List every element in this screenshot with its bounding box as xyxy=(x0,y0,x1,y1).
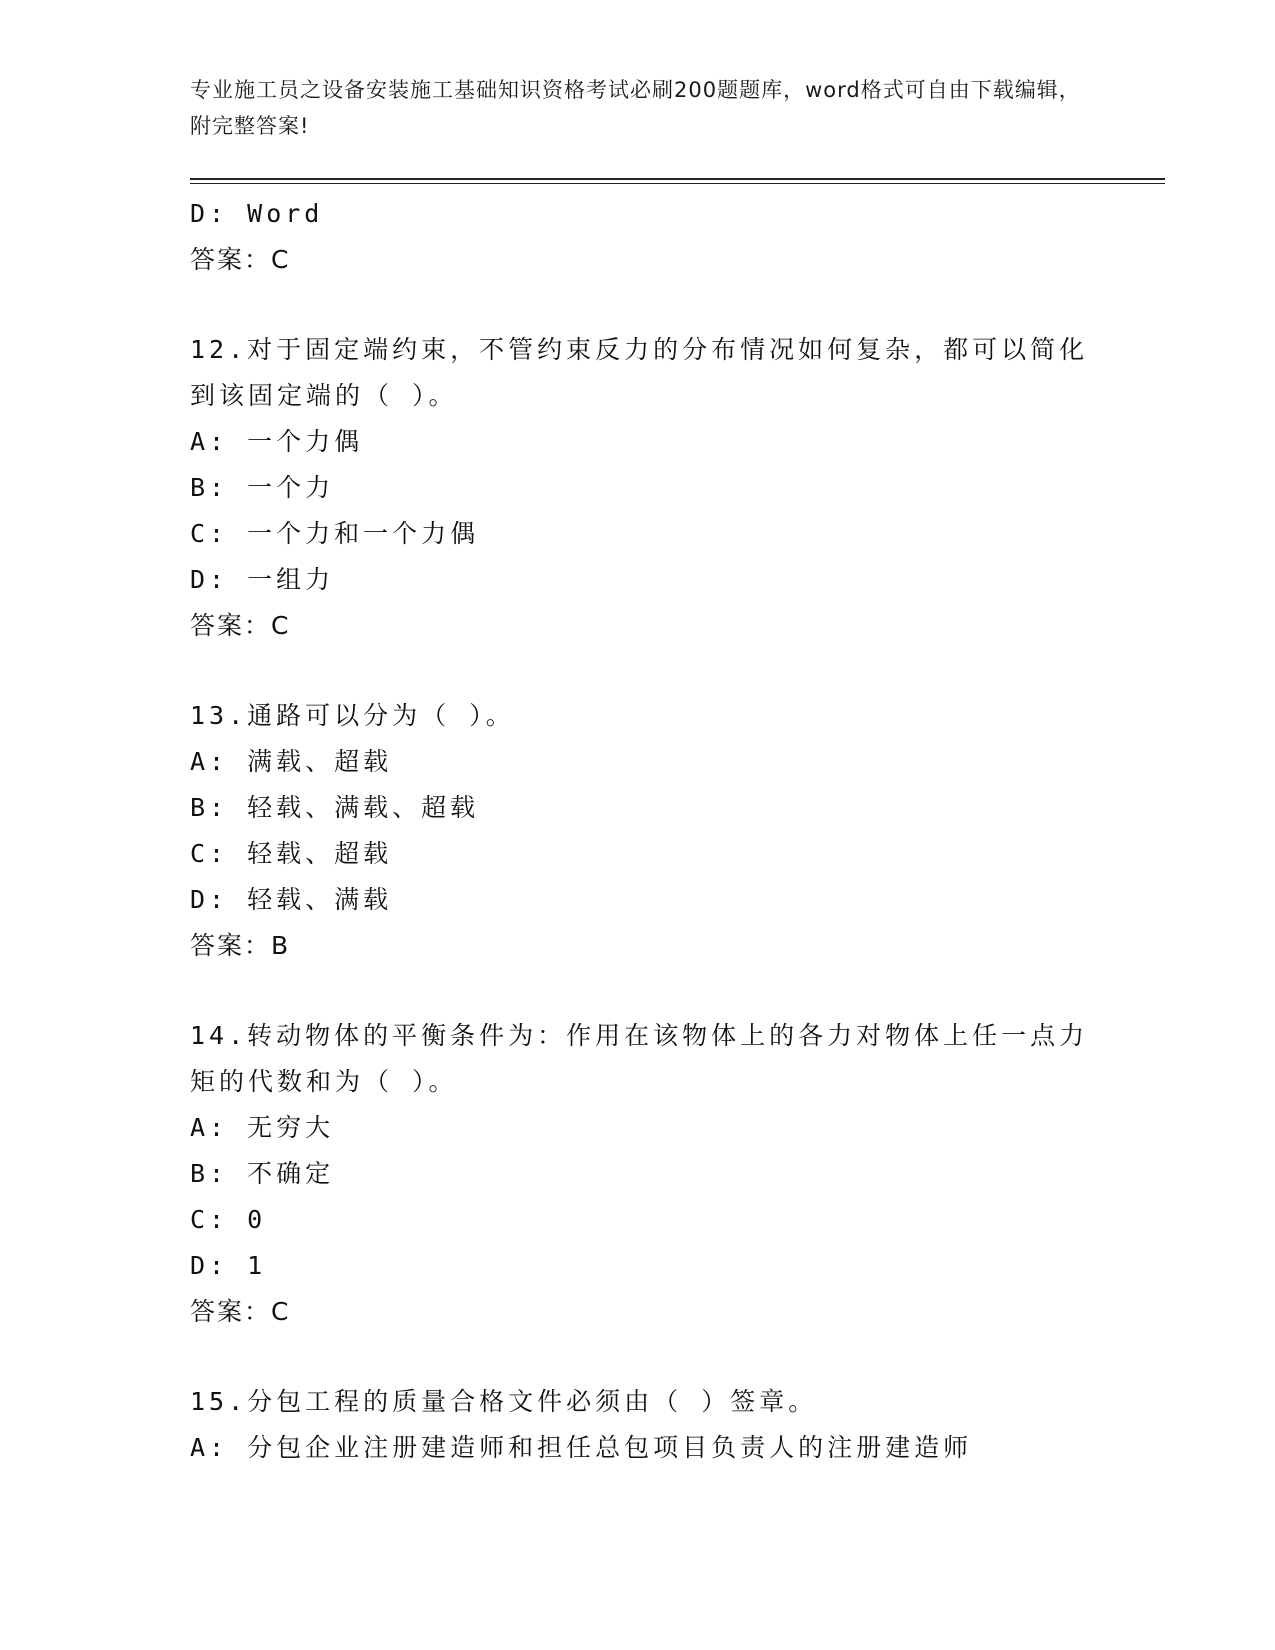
q13-option-b: B: 轻载、满载、超载 xyxy=(190,793,480,822)
q13-option-c: C: 轻载、超载 xyxy=(190,839,393,868)
q14-option-b: B: 不确定 xyxy=(190,1159,335,1188)
document-header: 专业施工员之设备安装施工基础知识资格考试必刷200题题库，word格式可自由下载编辑，附完整答案! xyxy=(190,78,1081,138)
question-13: 13.通路可以分为（ ）。 xyxy=(190,701,515,730)
q14-option-d: D: 1 xyxy=(190,1251,267,1280)
q12-option-b: B: 一个力 xyxy=(190,473,335,502)
question-14: 14.转动物体的平衡条件为：作用在该物体上的各力对物体上任一点力矩的代数和为（ ）。 xyxy=(190,1021,1089,1096)
q13-option-a: A: 满载、超载 xyxy=(190,747,393,776)
spacer xyxy=(190,969,1110,1013)
question-12: 12.对于固定端约束，不管约束反力的分布情况如何复杂，都可以简化到该固定端的（ ）。 xyxy=(190,335,1089,410)
q13-answer: 答案：B xyxy=(190,931,291,960)
answer-line: 答案：C xyxy=(190,245,291,274)
spacer xyxy=(190,283,1110,327)
spacer xyxy=(190,1335,1110,1379)
option-d: D: Word xyxy=(190,199,324,228)
header-rule-bottom xyxy=(190,183,1165,184)
q14-answer: 答案：C xyxy=(190,1297,291,1326)
q15-option-a: A: 分包企业注册建造师和担任总包项目负责人的注册建造师 xyxy=(190,1433,973,1462)
header-rule-top xyxy=(190,178,1165,180)
q14-option-a: A: 无穷大 xyxy=(190,1113,335,1142)
question-15: 15.分包工程的质量合格文件必须由（ ）签章。 xyxy=(190,1387,818,1416)
q13-option-d: D: 轻载、满载 xyxy=(190,885,393,914)
q12-option-d: D: 一组力 xyxy=(190,565,335,594)
q12-option-a: A: 一个力偶 xyxy=(190,427,364,456)
q14-option-c: C: 0 xyxy=(190,1205,267,1234)
spacer xyxy=(190,649,1110,693)
q12-option-c: C: 一个力和一个力偶 xyxy=(190,519,480,548)
document-body xyxy=(190,191,1110,1471)
q12-answer: 答案：C xyxy=(190,611,291,640)
